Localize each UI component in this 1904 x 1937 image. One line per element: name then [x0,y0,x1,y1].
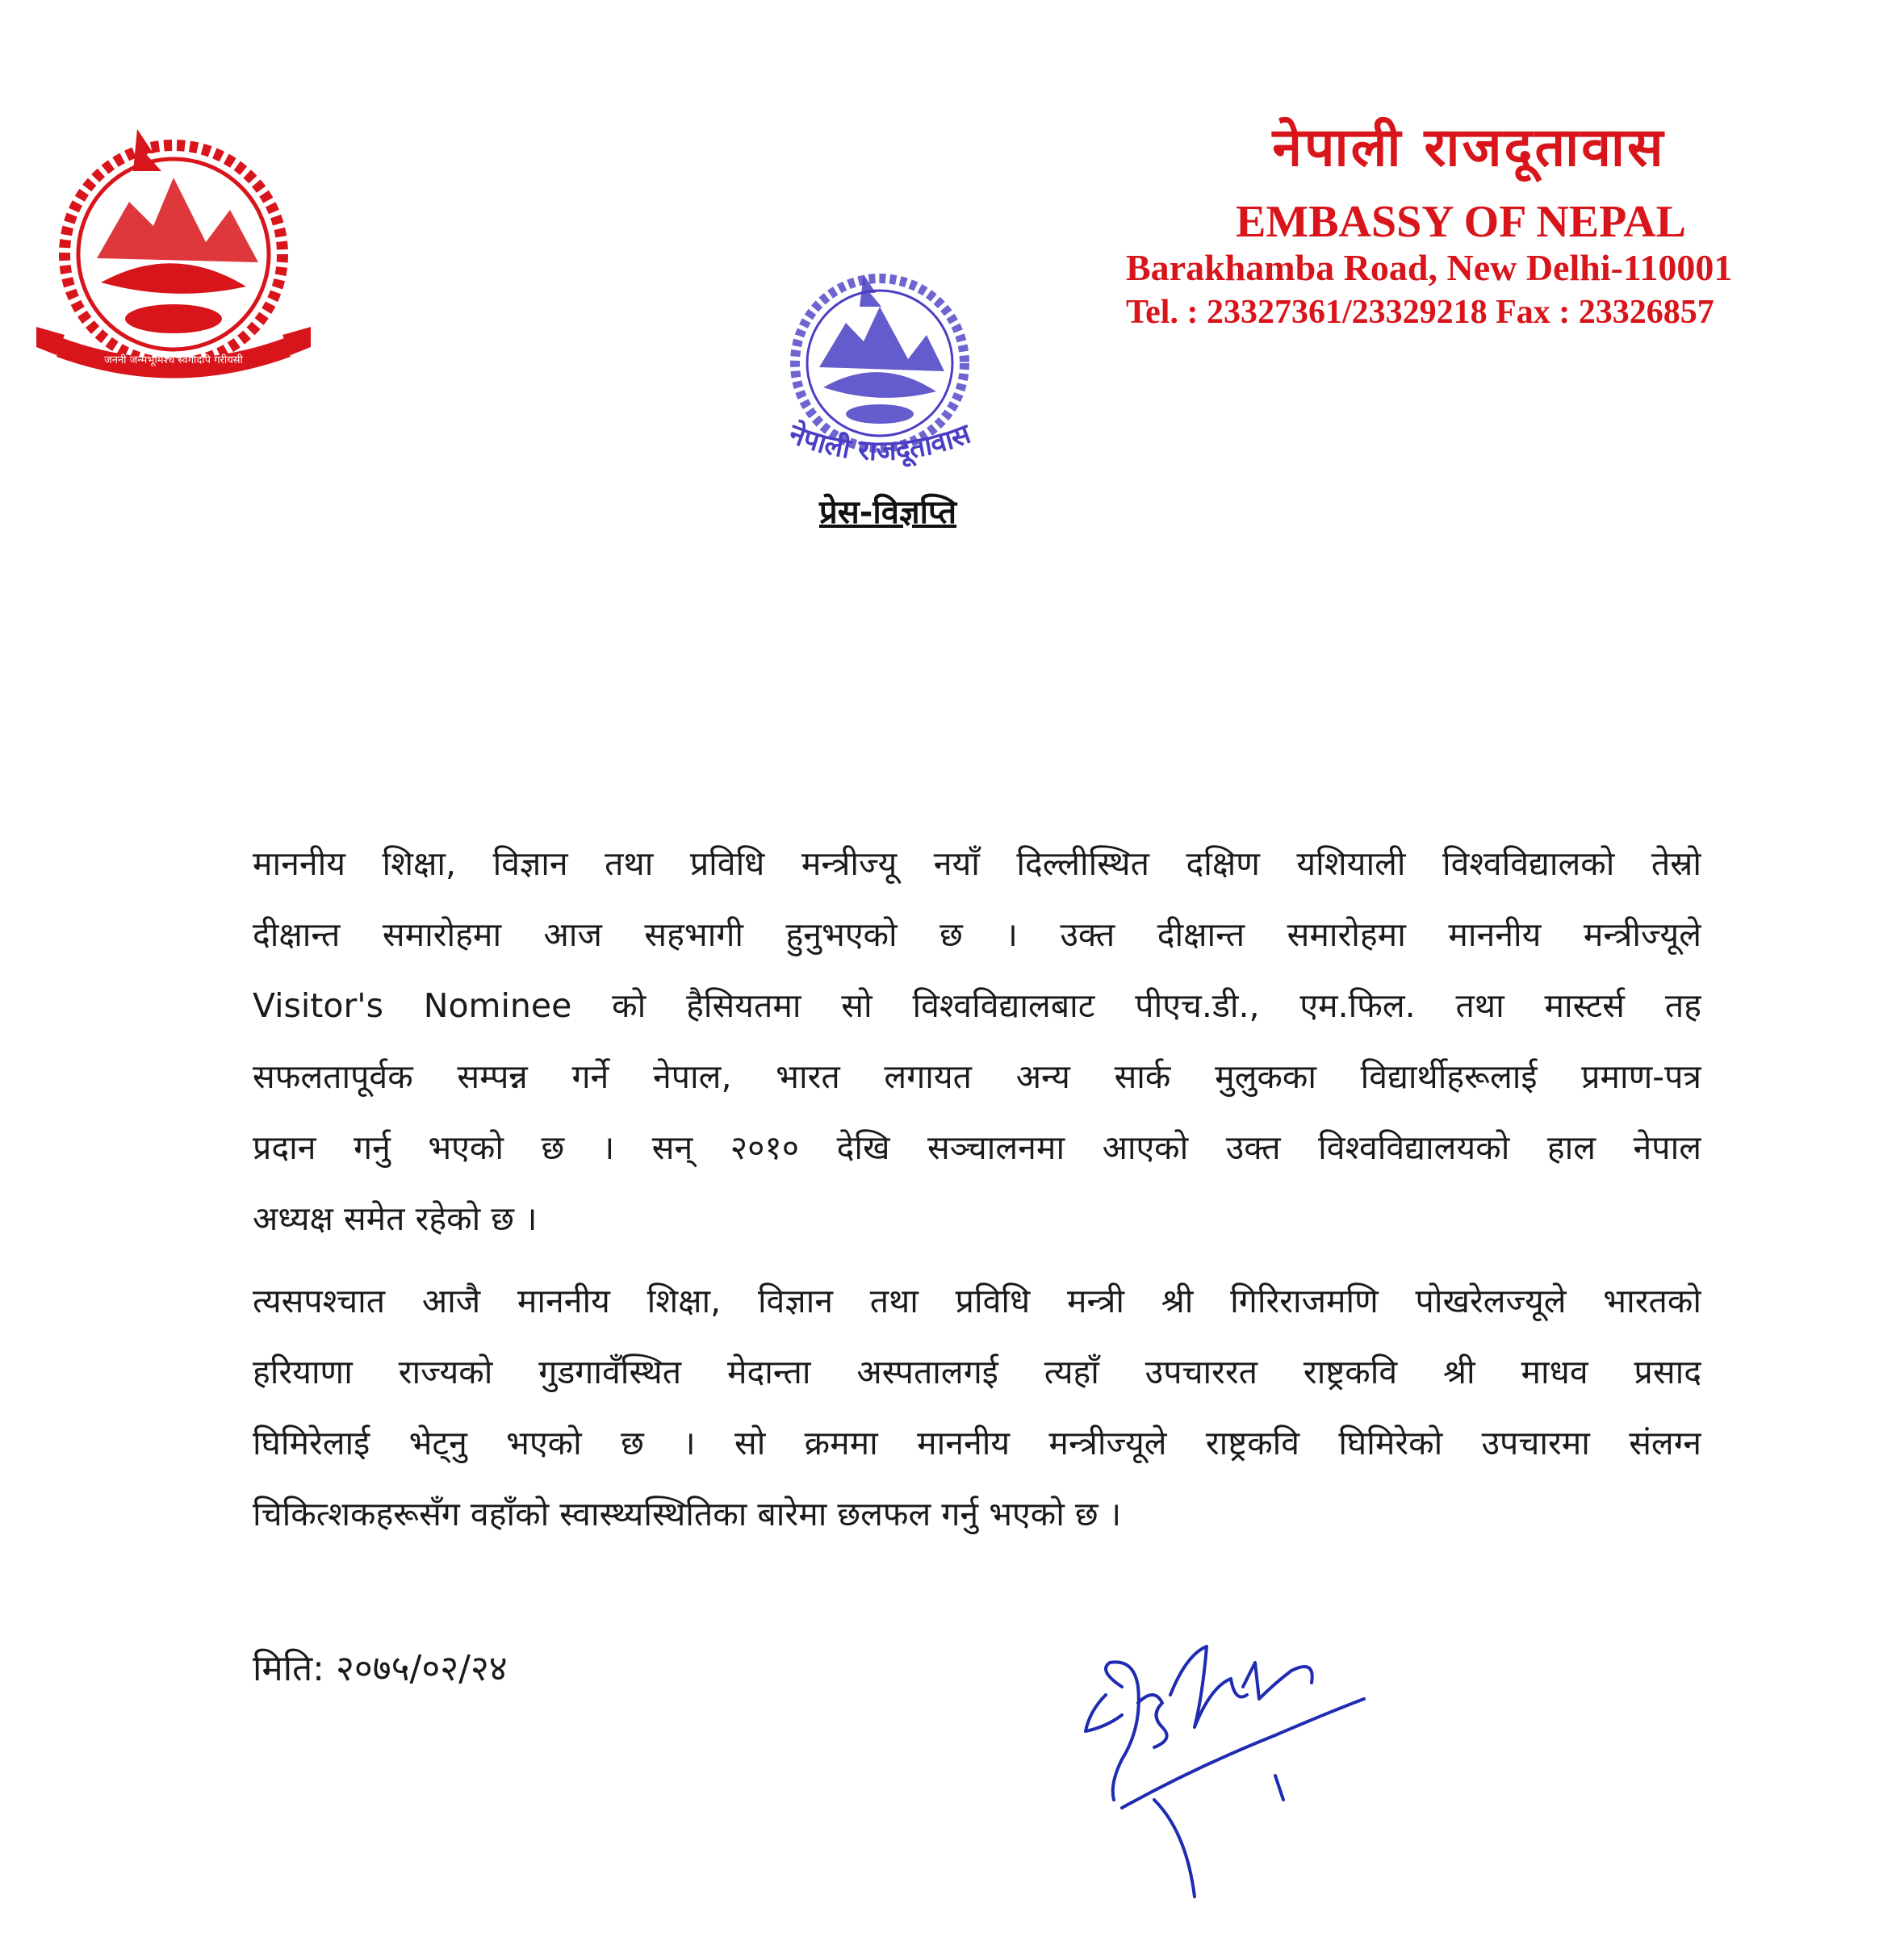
stamp-text: नेपाली राजदूतावास [785,417,975,468]
paragraph-2-line: चिकित्शकहरूसँग वहाँको स्वास्थ्यस्थितिका बारेमा छलफल गर्नु भएको छ । [253,1495,1122,1533]
nepal-emblem-logo [32,121,323,387]
embassy-contact: Tel. : 23327361/23329218 Fax : 23326857 [1126,294,1714,331]
embassy-stamp [751,270,1009,504]
signature [1073,1638,1380,1905]
paragraph-1 [253,828,1701,1254]
embassy-name-english: EMBASSY OF NEPAL [1236,197,1686,247]
paragraph-1-line: प्रदान गर्नु भएको छ । सन् २०१० देखि सञ्चालनमा आएको उक्त विश्वविद्यालयको हाल नेपाल [253,1128,1701,1167]
paragraph-1-line: अध्यक्ष समेत रहेको छ । [253,1199,538,1238]
paragraph-1-line: Visitor's Nominee को हैसियतमा सो विश्वविद्यालबाट पीएच.डी., एम.फिल. तथा मास्टर्स तह [253,986,1701,1025]
paragraph-1-line: सफलतापूर्वक सम्पन्न गर्ने नेपाल, भारत लगायत अन्य सार्क मुलुकका विद्यार्थीहरूलाई प्रमाण-पत्र [253,1057,1701,1096]
embassy-name-nepali: नेपाली राजदूतावास [1272,116,1666,178]
paragraph-1-line: दीक्षान्त समारोहमा आज सहभागी हुनुभएको छ । उक्त दीक्षान्त समारोहमा माननीय मन्त्रीज्यूले [253,915,1701,954]
paragraph-2-line: घिमिरेलाई भेट्नु भएको छ । सो क्रममा माननीय मन्त्रीज्यूले राष्ट्रकवि घिमिरेको उपचारमा संलग्न [253,1424,1701,1462]
embassy-address: Barakhamba Road, New Delhi-110001 [1126,247,1733,288]
paragraph-2 [253,1266,1701,1550]
paragraph-1-line: माननीय शिक्षा, विज्ञान तथा प्रविधि मन्त्रीज्यू नयाँ दिल्लीस्थित दक्षिण यशियाली विश्वविद्यालको तेस्रो [253,844,1701,883]
emblem-motto-text: जननी जन्मभूमिश्च स्वर्गादपि गरीयसी [104,354,243,366]
document-title: प्रेस-विज्ञप्ति [818,494,957,531]
svg-text:नेपाली राजदूतावास [784,416,976,468]
paragraph-2-line: हरियाणा राज्यको गुडगावँस्थित मेदान्ता अस्पतालगई त्यहाँ उपचाररत राष्ट्रकवि श्री माधव प्रसाद [253,1353,1701,1391]
document-date: मिति: २०७५/०२/२४ [253,1648,508,1689]
paragraph-2-line: त्यसपश्चात आजै माननीय शिक्षा, विज्ञान तथा प्रविधि मन्त्री श्री गिरिराजमणि पोखरेलज्यूले भारतको [253,1282,1701,1320]
